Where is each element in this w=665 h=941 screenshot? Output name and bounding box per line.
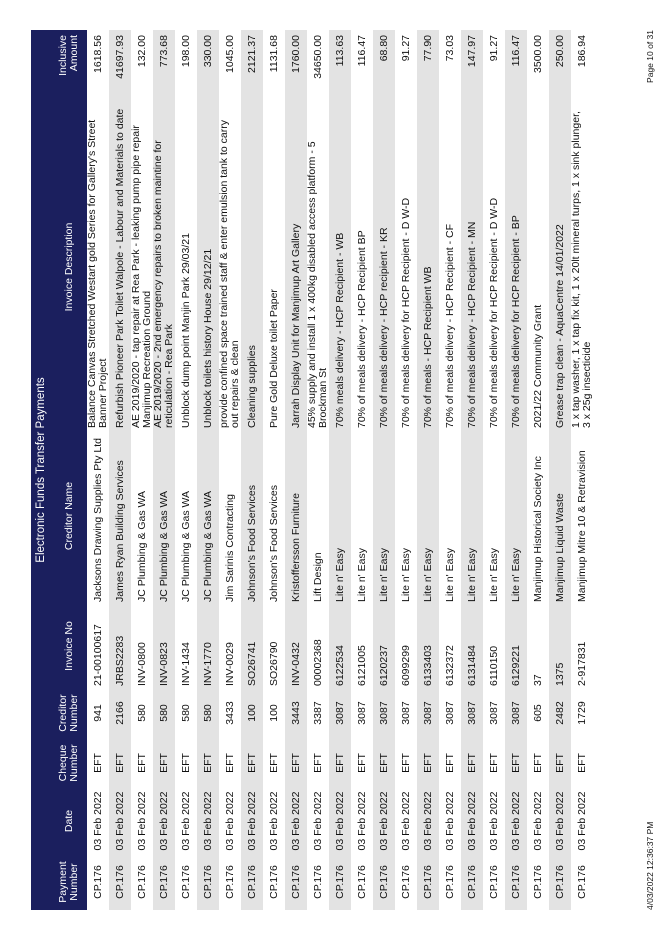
cell-date: 03 Feb 2022 bbox=[487, 791, 500, 851]
cell-invoice-description: 70% of meals delivery for HCP Recipient - D W-D bbox=[399, 197, 412, 428]
cell-payment-number: CP.176 bbox=[223, 865, 236, 899]
cell-inclusive-amount: 330.00 bbox=[201, 35, 214, 68]
cell-invoice-no: 6131484 bbox=[465, 645, 478, 686]
table-body bbox=[87, 30, 593, 910]
cell-cheque-number: EFT bbox=[267, 753, 280, 773]
cell-creditor-name: JC Plumbing & Gas WA bbox=[135, 490, 148, 602]
cell-cheque-number: EFT bbox=[377, 753, 390, 773]
table-row bbox=[153, 30, 175, 910]
cell-payment-number: CP.176 bbox=[267, 865, 280, 899]
cell-creditor-name: Manjimup Liquid Waste bbox=[553, 493, 566, 602]
cell-date: 03 Feb 2022 bbox=[531, 791, 544, 851]
cell-invoice-no: INV-0823 bbox=[157, 642, 170, 686]
cell-creditor-name: Lite n' Easy bbox=[377, 548, 390, 602]
cell-creditor-number: 3087 bbox=[377, 701, 390, 725]
cell-invoice-description: 45% supply and install 1 x 400kg disabled access platform - 5 Brockman St bbox=[306, 141, 329, 428]
cell-inclusive-amount: 113.63 bbox=[333, 35, 346, 67]
cell-creditor-number: 3087 bbox=[465, 701, 478, 725]
cell-payment-number: CP.176 bbox=[399, 865, 412, 899]
cell-creditor-name: Johnson's Food Services bbox=[267, 485, 280, 602]
cell-payment-number: CP.176 bbox=[135, 865, 148, 899]
report-title: Electronic Funds Transfer Payments bbox=[31, 30, 51, 910]
cell-invoice-no: INV-0432 bbox=[289, 642, 302, 686]
cell-creditor-number: 3087 bbox=[509, 701, 522, 725]
cell-date: 03 Feb 2022 bbox=[201, 791, 214, 851]
cell-date: 03 Feb 2022 bbox=[333, 791, 346, 851]
cell-payment-number: CP.176 bbox=[465, 865, 478, 899]
cell-payment-number: CP.176 bbox=[355, 865, 368, 899]
cell-creditor-number: 2166 bbox=[113, 701, 126, 725]
cell-inclusive-amount: 1131.68 bbox=[267, 35, 280, 73]
table-row bbox=[219, 30, 241, 910]
cell-date: 03 Feb 2022 bbox=[443, 791, 456, 851]
cell-date: 03 Feb 2022 bbox=[421, 791, 434, 851]
cell-date: 03 Feb 2022 bbox=[179, 791, 192, 851]
cell-invoice-no: 6121005 bbox=[355, 645, 368, 686]
cell-invoice-description: AE 2019/2020 - 2nd emergency repairs to broken maintine for reticulation - Rea Park bbox=[152, 140, 175, 428]
cell-cheque-number: EFT bbox=[333, 753, 346, 773]
cell-invoice-description: 2021/22 Community Grant bbox=[531, 304, 544, 428]
table-row bbox=[351, 30, 373, 910]
cell-date: 03 Feb 2022 bbox=[311, 791, 324, 851]
cell-payment-number: CP.176 bbox=[531, 865, 544, 899]
cell-date: 03 Feb 2022 bbox=[113, 791, 126, 851]
cell-inclusive-amount: 250.00 bbox=[553, 35, 566, 68]
cell-creditor-name: Jim Sarinis Contracting bbox=[223, 494, 236, 602]
cell-invoice-no: 1375 bbox=[553, 662, 566, 686]
cell-cheque-number: EFT bbox=[157, 753, 170, 773]
cell-invoice-no: 6099299 bbox=[399, 645, 412, 686]
cell-invoice-no: INV-1770 bbox=[201, 642, 214, 686]
cell-cheque-number: EFT bbox=[91, 753, 104, 773]
cell-cheque-number: EFT bbox=[179, 753, 192, 773]
table-row bbox=[329, 30, 351, 910]
cell-cheque-number: EFT bbox=[311, 753, 324, 773]
cell-date: 03 Feb 2022 bbox=[465, 791, 478, 851]
table-row bbox=[373, 30, 395, 910]
cell-inclusive-amount: 116.47 bbox=[355, 35, 368, 67]
table-row bbox=[483, 30, 505, 910]
cell-inclusive-amount: 773.68 bbox=[157, 35, 170, 68]
table-row bbox=[131, 30, 153, 910]
cell-cheque-number: EFT bbox=[443, 753, 456, 773]
cell-inclusive-amount: 147.97 bbox=[465, 35, 478, 68]
cell-creditor-name: Johnson's Food Services bbox=[245, 485, 258, 602]
cell-payment-number: CP.176 bbox=[311, 865, 324, 899]
header-inclusive-amount: Inclusive Amount bbox=[57, 35, 80, 76]
cell-invoice-description: provide confined space trained staff & enter emulsion tank to carry out repairs & clean bbox=[218, 120, 241, 428]
cell-invoice-no: SO26741 bbox=[245, 641, 258, 686]
cell-invoice-no: 00002368 bbox=[311, 639, 324, 686]
header-invoice-description: Invoice Description bbox=[62, 222, 75, 312]
cell-inclusive-amount: 132.00 bbox=[135, 35, 148, 68]
cell-creditor-name: JC Plumbing & Gas WA bbox=[157, 490, 170, 602]
cell-payment-number: CP.176 bbox=[245, 865, 258, 899]
cell-creditor-name: JC Plumbing & Gas WA bbox=[201, 490, 214, 602]
cell-payment-number: CP.176 bbox=[443, 865, 456, 899]
cell-invoice-description: 70% of meals delivery - HCP Recipient - MN bbox=[465, 221, 478, 428]
cell-date: 03 Feb 2022 bbox=[553, 791, 566, 851]
cell-creditor-name: JC Plumbing & Gas WA bbox=[179, 490, 192, 602]
cell-inclusive-amount: 2121.37 bbox=[245, 35, 258, 73]
cell-inclusive-amount: 116.47 bbox=[509, 35, 522, 67]
cell-payment-number: CP.176 bbox=[421, 865, 434, 899]
header-creditor-number: Creditor Number bbox=[57, 694, 80, 732]
cell-invoice-description: AE 2019/2020 - tap repair at Rea Park - leaking pump pipe repair Manjimup Recreation Ground bbox=[130, 125, 153, 428]
cell-creditor-number: 100 bbox=[267, 704, 280, 722]
cell-cheque-number: EFT bbox=[245, 753, 258, 773]
cell-creditor-number: 3087 bbox=[399, 701, 412, 725]
cell-inclusive-amount: 73.03 bbox=[443, 35, 456, 62]
cell-creditor-number: 3433 bbox=[223, 701, 236, 725]
cell-cheque-number: EFT bbox=[553, 753, 566, 773]
cell-invoice-description: Pure Gold Deluxe toilet Paper bbox=[267, 289, 280, 428]
cell-creditor-name: Manjimup Historical Society Inc bbox=[531, 456, 544, 602]
cell-invoice-description: Unblock dump point Manjin Park 29/03/21 bbox=[179, 233, 192, 428]
cell-invoice-no: 6133403 bbox=[421, 645, 434, 686]
cell-date: 03 Feb 2022 bbox=[223, 791, 236, 851]
cell-date: 03 Feb 2022 bbox=[267, 791, 280, 851]
cell-invoice-no: 6132372 bbox=[443, 645, 456, 686]
cell-creditor-number: 1729 bbox=[575, 701, 588, 725]
cell-cheque-number: EFT bbox=[135, 753, 148, 773]
cell-inclusive-amount: 91.27 bbox=[487, 35, 500, 62]
cell-cheque-number: EFT bbox=[509, 753, 522, 773]
cell-creditor-name: Kristoffersson Furniture bbox=[289, 493, 302, 602]
table-row bbox=[527, 30, 549, 910]
cell-payment-number: CP.176 bbox=[157, 865, 170, 899]
cell-creditor-name: Lite n' Easy bbox=[399, 548, 412, 602]
cell-invoice-no: 6122534 bbox=[333, 645, 346, 686]
table-row bbox=[395, 30, 417, 910]
cell-invoice-no: JRBS2283 bbox=[113, 635, 126, 686]
cell-creditor-number: 3443 bbox=[289, 701, 302, 725]
table-row bbox=[285, 30, 307, 910]
table-row bbox=[307, 30, 329, 910]
cell-creditor-name: Lite n' Easy bbox=[487, 548, 500, 602]
cell-inclusive-amount: 41697.93 bbox=[113, 35, 126, 79]
table-row bbox=[109, 30, 131, 910]
header-creditor-name: Creditor Name bbox=[62, 481, 75, 551]
cell-date: 03 Feb 2022 bbox=[509, 791, 522, 851]
cell-invoice-no: 2-917831 bbox=[575, 641, 588, 686]
cell-creditor-name: Lite n' Easy bbox=[465, 548, 478, 602]
cell-inclusive-amount: 1045.00 bbox=[223, 35, 236, 73]
cell-date: 03 Feb 2022 bbox=[91, 791, 104, 851]
cell-creditor-name: Lite n' Easy bbox=[421, 548, 434, 602]
cell-cheque-number: EFT bbox=[399, 753, 412, 773]
cell-payment-number: CP.176 bbox=[179, 865, 192, 899]
cell-inclusive-amount: 91.27 bbox=[399, 35, 412, 62]
cell-cheque-number: EFT bbox=[531, 753, 544, 773]
cell-invoice-no: 6120237 bbox=[377, 645, 390, 686]
cell-date: 03 Feb 2022 bbox=[289, 791, 302, 851]
cell-invoice-no: 6110150 bbox=[487, 645, 500, 686]
cell-invoice-description: 70% of meals delivery - HCP Recipient BP bbox=[355, 230, 368, 428]
cell-invoice-description: Grease trap clean - AquaCentre 14/01/2022 bbox=[553, 224, 566, 428]
cell-invoice-description: Unblock toilets history House 29/12/21 bbox=[201, 248, 214, 428]
cell-invoice-description: 70% of meals delivery for HCP Recipient - D W-D bbox=[487, 197, 500, 428]
cell-creditor-number: 3387 bbox=[311, 701, 324, 725]
header-date: Date bbox=[62, 809, 75, 833]
cell-payment-number: CP.176 bbox=[113, 865, 126, 899]
table-row bbox=[549, 30, 571, 910]
cell-invoice-no: 37 bbox=[531, 674, 544, 686]
cell-creditor-number: 580 bbox=[157, 704, 170, 722]
print-timestamp: 4/03/2022 12:36:37 PM bbox=[645, 821, 655, 910]
table-row bbox=[571, 30, 593, 910]
cell-cheque-number: EFT bbox=[487, 753, 500, 773]
cell-payment-number: CP.176 bbox=[487, 865, 500, 899]
cell-inclusive-amount: 1760.00 bbox=[289, 35, 302, 73]
cell-inclusive-amount: 198.00 bbox=[179, 35, 192, 68]
cell-payment-number: CP.176 bbox=[289, 865, 302, 899]
cell-invoice-no: SO26790 bbox=[267, 641, 280, 686]
cell-cheque-number: EFT bbox=[201, 753, 214, 773]
cell-creditor-number: 580 bbox=[179, 704, 192, 722]
cell-creditor-number: 3087 bbox=[443, 701, 456, 725]
cell-date: 03 Feb 2022 bbox=[135, 791, 148, 851]
header-cheque-number: Cheque Number bbox=[57, 744, 80, 782]
cell-creditor-name: Manjimup Mitre 10 & Retravision bbox=[575, 450, 588, 602]
cell-payment-number: CP.176 bbox=[333, 865, 346, 899]
cell-payment-number: CP.176 bbox=[377, 865, 390, 899]
cell-date: 03 Feb 2022 bbox=[399, 791, 412, 851]
cell-payment-number: CP.176 bbox=[91, 865, 104, 899]
header-invoice-no: Invoice No bbox=[62, 621, 75, 671]
cell-payment-number: CP.176 bbox=[553, 865, 566, 899]
cell-payment-number: CP.176 bbox=[575, 865, 588, 899]
cell-invoice-description: 70% of meals delivery - HCP recipient - KR bbox=[377, 227, 390, 428]
table-header bbox=[51, 30, 87, 910]
cell-invoice-description: Balance Canvas Stretched Westart gold Series for Gallery's Street Banner Project bbox=[86, 119, 109, 428]
cell-creditor-name: Jacksons Drawing Supplies Pty Ltd bbox=[91, 438, 104, 602]
cell-invoice-no: 6129221 bbox=[509, 645, 522, 686]
table-row bbox=[505, 30, 527, 910]
cell-date: 03 Feb 2022 bbox=[355, 791, 368, 851]
cell-invoice-description: 70% of meals delivery for HCP Recipient - BP bbox=[509, 215, 522, 428]
cell-cheque-number: EFT bbox=[355, 753, 368, 773]
cell-creditor-name: Lite n' Easy bbox=[443, 548, 456, 602]
cell-invoice-description: Refurbish Pioneer Park Toilet Walpole - Labour and Materials to date bbox=[113, 108, 126, 428]
cell-creditor-number: 100 bbox=[245, 704, 258, 722]
cell-creditor-number: 3087 bbox=[333, 701, 346, 725]
cell-inclusive-amount: 68.80 bbox=[377, 35, 390, 62]
cell-creditor-number: 3087 bbox=[421, 701, 434, 725]
cell-cheque-number: EFT bbox=[113, 753, 126, 773]
cell-cheque-number: EFT bbox=[575, 753, 588, 773]
cell-invoice-no: INV-1434 bbox=[179, 642, 192, 686]
table-row bbox=[263, 30, 285, 910]
cell-invoice-no: INV-0800 bbox=[135, 642, 148, 686]
table-row bbox=[241, 30, 263, 910]
cell-invoice-description: 70% meals delivery - HCP Recipient - WB bbox=[333, 232, 346, 428]
cell-inclusive-amount: 77.90 bbox=[421, 35, 434, 62]
table-row bbox=[461, 30, 483, 910]
cell-creditor-name: Lite n' Easy bbox=[355, 548, 368, 602]
cell-creditor-number: 580 bbox=[201, 704, 214, 722]
cell-payment-number: CP.176 bbox=[201, 865, 214, 899]
header-payment-number: Payment Number bbox=[57, 861, 80, 903]
cell-creditor-number: 3087 bbox=[487, 701, 500, 725]
table-row bbox=[197, 30, 219, 910]
cell-invoice-description: 70% of meals delivery - HCP Recipient - CF bbox=[443, 223, 456, 428]
cell-date: 03 Feb 2022 bbox=[157, 791, 170, 851]
cell-inclusive-amount: 1618.56 bbox=[91, 35, 104, 73]
cell-cheque-number: EFT bbox=[465, 753, 478, 773]
page-number: Page 10 of 31 bbox=[645, 30, 655, 83]
cell-creditor-number: 2482 bbox=[553, 701, 566, 725]
cell-invoice-description: 1 x tap washer, 1 x tap fix kit, 1 x 20lt mineral turps, 1 x sink plunger, 3 x 25g insecticide bbox=[570, 111, 593, 428]
cell-creditor-number: 941 bbox=[91, 704, 104, 722]
cell-date: 03 Feb 2022 bbox=[245, 791, 258, 851]
cell-creditor-name: Lite n' Easy bbox=[333, 548, 346, 602]
cell-invoice-no: INV-0029 bbox=[223, 642, 236, 686]
cell-date: 03 Feb 2022 bbox=[377, 791, 390, 851]
cell-date: 03 Feb 2022 bbox=[575, 791, 588, 851]
cell-creditor-name: Lite n' Easy bbox=[509, 548, 522, 602]
cell-invoice-description: 70% of meals - HCP Recipient WB bbox=[421, 266, 434, 428]
cell-cheque-number: EFT bbox=[421, 753, 434, 773]
cell-creditor-name: Lift Design bbox=[311, 552, 324, 602]
cell-inclusive-amount: 186.94 bbox=[575, 35, 588, 68]
cell-creditor-number: 605 bbox=[531, 704, 544, 722]
cell-creditor-number: 580 bbox=[135, 704, 148, 722]
table-row bbox=[175, 30, 197, 910]
cell-inclusive-amount: 34650.00 bbox=[311, 35, 324, 79]
table-row bbox=[87, 30, 109, 910]
cell-cheque-number: EFT bbox=[289, 753, 302, 773]
table-row bbox=[417, 30, 439, 910]
cell-invoice-description: Jarrah Display Unit for Manjimup Art Gallery bbox=[289, 223, 302, 428]
cell-invoice-description: Cleaning supplies bbox=[245, 345, 258, 428]
cell-cheque-number: EFT bbox=[223, 753, 236, 773]
cell-creditor-number: 3087 bbox=[355, 701, 368, 725]
cell-creditor-name: James Ryan Building Services bbox=[113, 460, 126, 602]
table-row bbox=[439, 30, 461, 910]
cell-payment-number: CP.176 bbox=[509, 865, 522, 899]
cell-inclusive-amount: 3500.00 bbox=[531, 35, 544, 73]
cell-invoice-no: 21-00100617 bbox=[91, 624, 104, 686]
